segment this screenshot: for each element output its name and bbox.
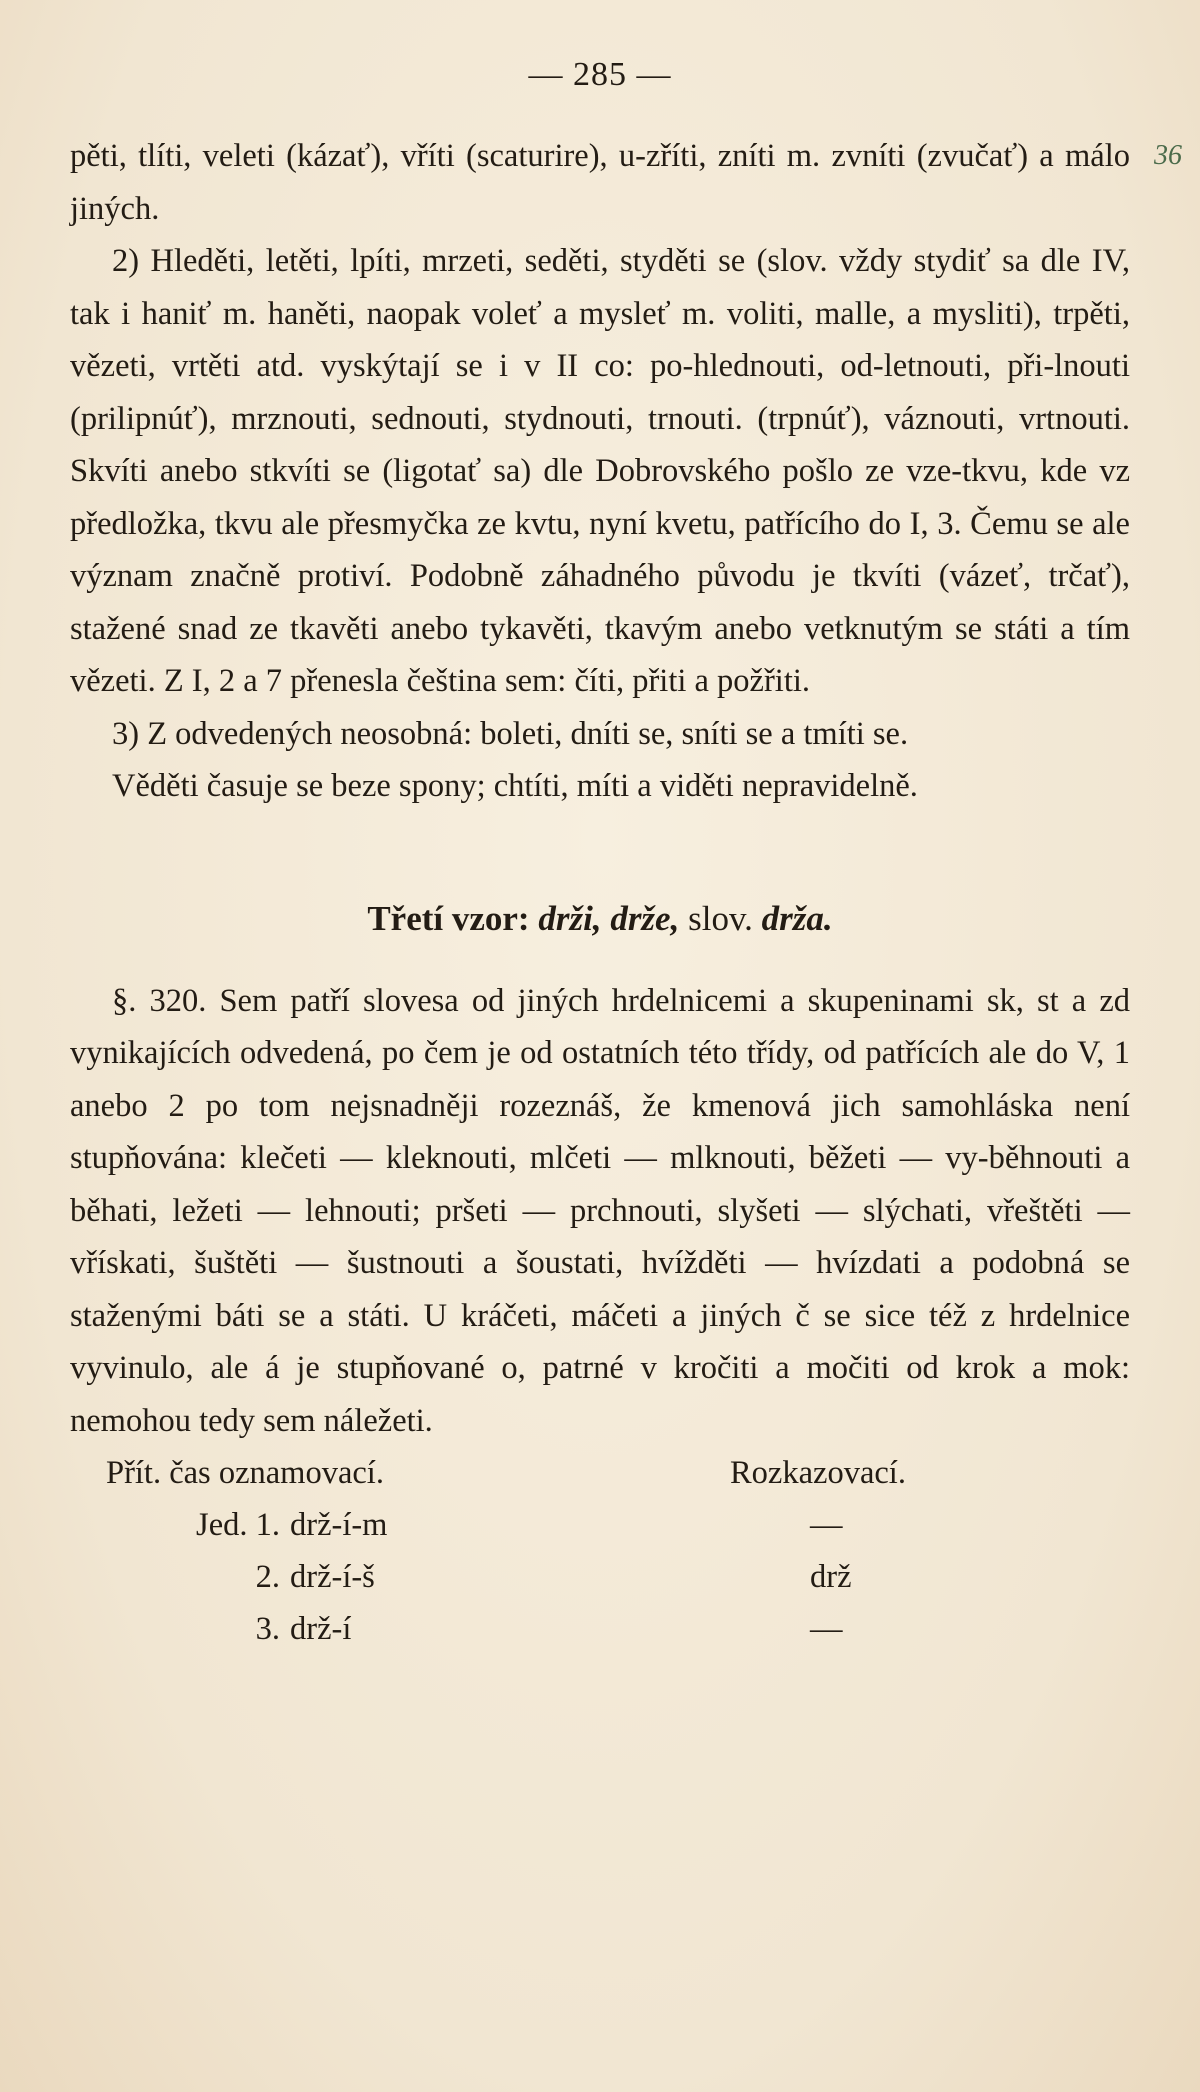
paragraph-continued: pěti, tlíti, veleti (kázať), vříti (scaturire), u-zříti, zníti m. zvníti (zvučať) a málo jiných.: [70, 138, 1130, 227]
conjugation-form: drž-í-š: [290, 1559, 375, 1595]
section-heading: [70, 893, 1130, 945]
conjugation-form: drž-í: [290, 1611, 352, 1647]
section-320-paragraph: §. 320. Sem patří slovesa od jiných hrdelnicemi a skupeninami sk, st a zd vynikajících odvedená, po čem je od ostatních této třídy, od patřících ale do V, 1 anebo 2 po tom nejsnadněji rozeznáš, že kmenová jich samohláska není stupňována: klečeti — kleknouti, mlčeti — mlknouti, běžeti — vy-běhnouti a běhati, ležeti — lehnouti; pršeti — prchnouti, slyšeti — slýchati, vřeštěti — vřískati, šuštěti — šustnouti a šoustati, hvížděti — hvízdati a podobná se staženými báti se a státi. U kráčeti, máčeti a jiných č se sice též z hrdelnice vyvinulo, ale á je stupňované o, patrné v kročiti a močiti od krok a mok: nemohou tedy sem náležeti.: [70, 982, 1130, 1439]
conjugation-person: Jed. 1.: [196, 1507, 280, 1543]
page-number: — 285 —: [528, 56, 672, 93]
conjugation-imperative: drž: [810, 1559, 852, 1595]
conjugation-form: drž-í-m: [290, 1507, 388, 1543]
heading-form-drza: drža.: [761, 898, 833, 938]
paragraph-2: 2) Hleděti, letěti, lpíti, mrzeti, seděti, styděti se (slov. vždy stydiť sa dle IV, tak i haniť m. haněti, naopak voleť a mysleť m. voliti, malle, a mysliti), trpěti, vězeti, vrtěti atd. vyskýtají se i v II co: po-hlednouti, od-letnouti, při-lnouti (prilipnúť), mrznouti, sednouti, stydnouti, trnouti. (trpnúť), váznouti, vrtnouti. Skvíti anebo stkvíti se (ligotať sa) dle Dobrovského pošlo ze vze-tkvu, kde vz předložka, tkvu ale přesmyčka ze kvtu, nyní kvetu, patřícího do I, 3. Čemu se ale význam značně protiví. Podobně záhadného původu je tkvíti (vázeť, trčať), stažené snad ze tkavěti anebo tykavěti, tkavým anebo vetknutým se státi a tím vězeti. Z I, 2 a 7 přenesla čeština sem: číti, přiti a požřiti.: [70, 243, 1130, 699]
heading-form-drze: drže,: [610, 898, 680, 938]
paragraph-vedeti: Věděti časuje se beze spony; chtíti, míti a viděti nepravidelně.: [112, 768, 918, 804]
conjugation-imperative: —: [810, 1611, 843, 1647]
conjugation-header-indicative: Přít. čas oznamovací.: [106, 1455, 384, 1491]
conjugation-row: [70, 1499, 1130, 1551]
handwritten-margin-note: 36: [1154, 140, 1182, 171]
heading-form-drzi: drži,: [538, 898, 602, 938]
heading-slov: slov.: [688, 898, 753, 938]
main-text: [70, 130, 1130, 1655]
conjugation-row: [70, 1551, 1130, 1603]
conjugation-imperative: —: [810, 1507, 843, 1543]
conjugation-row: [70, 1603, 1130, 1655]
conjugation-person: 3.: [255, 1611, 280, 1647]
conjugation-header: [70, 1447, 1130, 1499]
conjugation-header-imperative: Rozkazovací.: [730, 1455, 906, 1491]
paragraph-3: 3) Z odvedených neosobná: boleti, dníti se, sníti se a tmíti se.: [112, 715, 909, 752]
heading-prefix: Třetí vzor:: [367, 898, 530, 938]
conjugation-person: 2.: [255, 1559, 280, 1595]
